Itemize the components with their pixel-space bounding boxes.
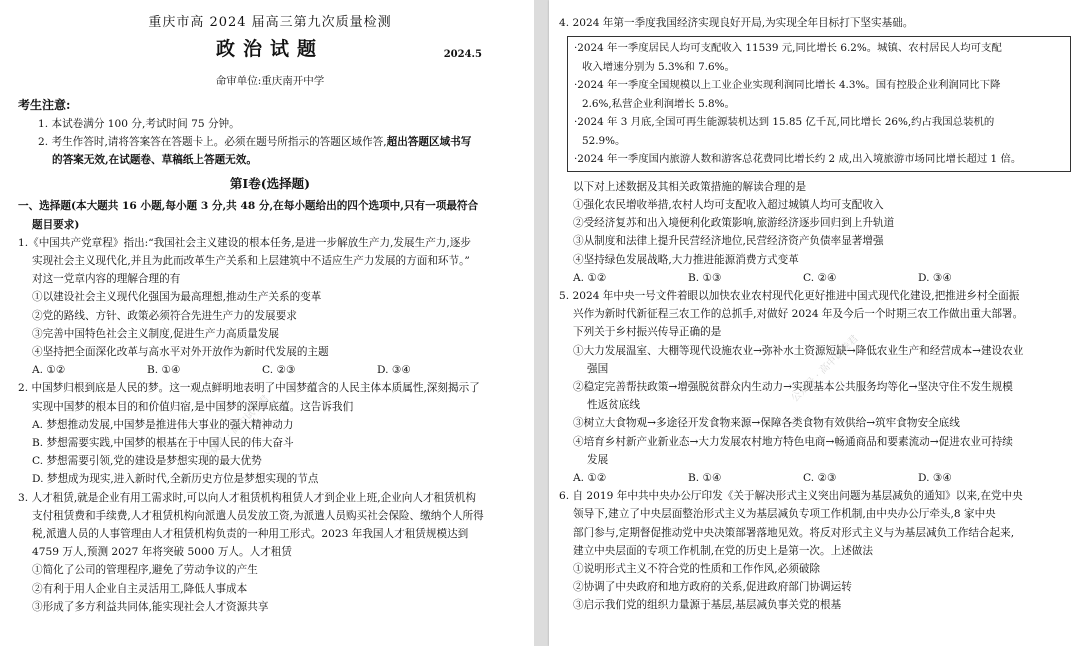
- question-4-item: ④坚持绿色发展战略,大力推进能源消费方式变革: [573, 253, 799, 266]
- question-1-line: 1.《中国共产党章程》指出:“我国社会主义建设的根本任务,是进一步解放生产力,发展生产力,逐步: [18, 236, 471, 249]
- exam-title-text: 政治试题: [215, 38, 324, 61]
- question-3-line: 税,派遣人员的人事管理由人才租赁机构负责的一种用工形式。2023 年我国人才租赁规模达到: [32, 528, 469, 541]
- section-heading: 一、选择题(本大题共 16 小题,每小题 3 分,共 48 分,在每小题给出的四个选项中,只有一项最符合: [18, 200, 479, 213]
- question-5-item: ③树立大食物观→多途径开发食物来源→保障各类食物有效供给→筑牢食物安全底线: [573, 417, 960, 430]
- question-5-line: 兴作为新时代新征程三农工作的总抓手,对做好 2024 年及今后一个时期三农工作做出重大部署。: [573, 308, 1024, 321]
- exam-unit: 命审单位:重庆南开中学: [215, 75, 325, 88]
- question-2-line: 实现中国梦的根本目的和价值归宿,是中国梦的深厚底蕴。这告诉我们: [32, 400, 354, 413]
- question-4-item: ③从制度和法律上提升民营经济地位,民营经济资产负债率显著增强: [573, 235, 884, 248]
- question-5-item: 发展: [587, 453, 609, 466]
- question-6-item: ①说明形式主义不符合党的性质和工作作风,必须破除: [573, 562, 821, 575]
- question-1-options: [18, 361, 522, 379]
- question-6-line: 建立中央层面的专项工作机制,在党的历史上是第一次。上述做法: [573, 544, 873, 557]
- question-6: [559, 487, 1071, 614]
- page-right[interactable]: [549, 0, 1083, 646]
- question-5-item: ①大力发展温室、大棚等现代设施农业→弥补水土资源短缺→降低农业生产和经营成本→建设农业: [573, 344, 1024, 357]
- notice-title: 考生注意:: [18, 98, 71, 113]
- question-2-option: A. 梦想推动发展,中国梦是推进伟大事业的强大精神动力: [32, 418, 294, 431]
- page-gutter: [534, 0, 549, 646]
- option-d: D. ③④: [918, 471, 952, 484]
- question-3-line: 3. 人才租赁,就是企业有用工需求时,可以向人才租赁机构租赁人才到企业上班,企业向人才租赁机构: [18, 491, 476, 504]
- notice-1: 1. 本试卷满分 100 分,考试时间 75 分钟。: [38, 117, 240, 130]
- question-5-line: 5. 2024 年中央一号文件着眼以加快农业农村现代化更好推进中国式现代化建设,把推进乡村全面振: [559, 289, 1020, 302]
- notice-2-continued: 的答案无效,在试题卷、草稿纸上答题无效。: [52, 154, 257, 167]
- data-box-line: 2.6%,私营企业利润增长 5.8%。: [582, 97, 735, 110]
- question-3-item: ①简化了公司的管理程序,避免了劳动争议的产生: [32, 564, 258, 577]
- question-5-item: 强国: [587, 362, 609, 375]
- option-b: B. ①④: [147, 364, 181, 377]
- option-b: B. ①③: [688, 271, 722, 284]
- data-box-line: ·2024 年一季度全国规模以上工业企业实现利润同比增长 4.3%。国有控股企业利润同比下降: [574, 79, 1001, 92]
- exam-header: 重庆市高 2024 届高三第九次质量检测: [148, 15, 392, 30]
- question-6-line: 领导下,建立了中央层面整治形式主义为基层减负专项工作机制,由中央办公厅牵头,8 家中央: [573, 508, 996, 521]
- page-left-content: [18, 12, 522, 616]
- question-2-option: D. 梦想成为现实,进入新时代,全新历史方位是梦想实现的节点: [32, 473, 319, 486]
- data-box-line: ·2024 年 3 月底,全国可再生能源装机达到 15.85 亿千瓦,同比增长 26%,约占我国总装机的: [574, 116, 995, 129]
- question-3-item: ③形成了多方利益共同体,能实现社会人才资源共享: [32, 600, 269, 613]
- option-a: A. ①②: [573, 471, 607, 484]
- data-box-line: 52.9%。: [582, 134, 626, 147]
- option-d: D. ③④: [918, 271, 952, 284]
- data-box-line: ·2024 年一季度居民人均可支配收入 11539 元,同比增长 6.2%。城镇、农村居民人均可支配: [574, 42, 1002, 55]
- question-3-line: 4759 万人,预测 2027 年将突破 5000 万人。人才租赁: [32, 546, 292, 559]
- question-4-item: ①强化农民增收举措,农村人均可支配收入超过城镇人均可支配收入: [573, 198, 884, 211]
- question-1-item: ①以建设社会主义现代化强国为最高理想,推动生产关系的变革: [32, 291, 322, 304]
- question-5-line: 下列关于乡村振兴传导正确的是: [573, 326, 722, 339]
- notice-2-text: 2. 考生作答时,请将答案答在答题卡上。必须在题号所指示的答题区域作答,: [38, 135, 387, 148]
- section-heading-continued: 题目要求): [32, 218, 80, 231]
- option-a: A. ①②: [32, 364, 66, 377]
- watermark: 公众号 · 高中试卷君: [200, 393, 272, 465]
- option-c: C. ②④: [803, 271, 837, 284]
- question-6-line: 部门参与,定期督促推动党中央决策部署落地见效。将反对形式主义与为基层减负工作结合起来,: [573, 526, 1015, 539]
- page-right-content: [559, 14, 1071, 615]
- option-c: C. ②③: [803, 471, 837, 484]
- question-1-item: ④坚持把全面深化改革与高水平对外开放作为新时代发展的主题: [32, 346, 329, 359]
- question-4-options: [559, 269, 1071, 287]
- exam-title: [18, 40, 522, 66]
- question-6-item: ③启示我们党的组织力量源于基层,基层减负事关党的根基: [573, 599, 842, 612]
- question-3-item: ②有利于用人企业自主灵活用工,降低人事成本: [32, 582, 248, 595]
- part-title: 第Ⅰ卷(选择题): [229, 176, 311, 192]
- data-box-line: ·2024 年一季度国内旅游人数和游客总花费同比增长约 2 成,出入境旅游市场同比增长超过 1 倍。: [574, 153, 1022, 166]
- question-4: [559, 14, 1071, 287]
- question-2-option: C. 梦想需要引领,党的建设是梦想实现的最大优势: [32, 455, 262, 468]
- question-5-item: ④培育乡村新产业新业态→大力发展农村地方特色电商→畅通商品和要素流动→促进农业可持续: [573, 435, 1013, 448]
- question-3-line: 支付租赁费和手续费,人才租赁机构向派遣人员发放工资,为派遣人员购买社会保险、缴纳个人所得: [32, 509, 484, 522]
- notice-2-bold: 超出答题区域书写: [386, 135, 472, 148]
- question-4-prompt: 以下对上述数据及其相关政策措施的解读合理的是: [573, 180, 807, 193]
- question-2-option: B. 梦想需要实践,中国梦的根基在于中国人民的伟大奋斗: [32, 437, 294, 450]
- question-2: [18, 379, 522, 488]
- exam-date: 2024.5: [443, 49, 482, 61]
- notice-2: [18, 133, 522, 151]
- watermark: 公众号 · 高中试卷君: [789, 333, 861, 405]
- data-box: [567, 36, 1071, 172]
- question-5-item: 性返贫底线: [587, 399, 640, 412]
- question-6-line: 6. 自 2019 年中共中央办公厅印发《关于解决形式主义突出问题为基层减负的通知》以来,在党中央: [559, 490, 1023, 503]
- question-4-item: ②受经济复苏和出入境便利化政策影响,旅游经济逐步回归到上升轨道: [573, 217, 895, 230]
- question-5-options: [559, 469, 1071, 487]
- question-1-line: 实现社会主义现代化,并且为此而改革生产关系和上层建筑中不适应生产力发展的方面和环节。”: [32, 255, 470, 268]
- question-1-item: ②党的路线、方针、政策必须符合先进生产力的发展要求: [32, 309, 297, 322]
- question-5-item: ②稳定完善帮扶政策→增强脱贫群众内生动力→实现基本公共服务均等化→坚决守住不发生规模: [573, 380, 1013, 393]
- option-b: B. ①④: [688, 471, 722, 484]
- question-1-item: ③完善中国特色社会主义制度,促进生产力高质量发展: [32, 327, 280, 340]
- question-4-line: 4. 2024 年第一季度我国经济实现良好开局,为实现全年目标打下坚实基础。: [559, 17, 914, 29]
- question-5: [559, 287, 1071, 487]
- question-1: [18, 234, 522, 380]
- question-1-line: 对这一党章内容的理解合理的有: [32, 273, 181, 286]
- option-a: A. ①②: [573, 271, 607, 284]
- question-3: [18, 489, 522, 616]
- option-c: C. ②③: [262, 364, 296, 377]
- question-6-item: ②协调了中央政府和地方政府的关系,促进政府部门协调运转: [573, 581, 852, 594]
- question-2-line: 2. 中国梦归根到底是人民的梦。这一观点鲜明地表明了中国梦蕴含的人民主体本质属性,深刻揭示了: [18, 382, 480, 395]
- option-d: D. ③④: [377, 364, 411, 377]
- page-left[interactable]: [0, 0, 534, 646]
- data-box-line: 收入增速分别为 5.3%和 7.6%。: [582, 60, 735, 73]
